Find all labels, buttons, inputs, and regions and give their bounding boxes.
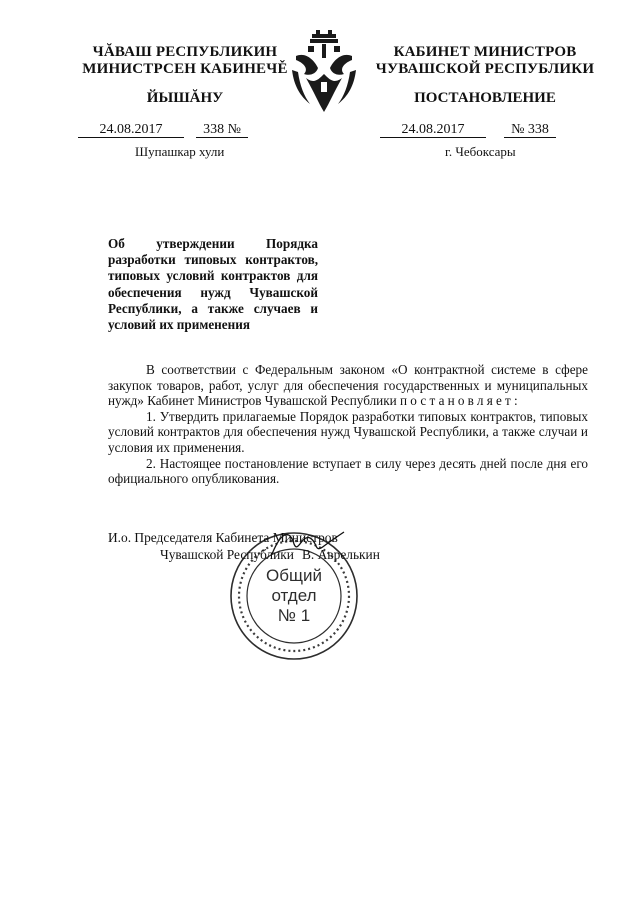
document-title: Об утверждении Порядка разработки типовых контрактов, типовых условий контрактов для обеспечения нужд Чувашской Республики, а также случаев и условий их применения — [108, 236, 318, 333]
stamp-text — [258, 566, 330, 626]
stamp-line1: Общий — [266, 566, 322, 585]
header-right — [375, 44, 595, 78]
paragraph-1-text: В соответствии с Федеральным законом «О контрактной системе в сфере закупок товаров, работ, услуг для обеспечения государственных и муниципальных нужд» Кабинет Министров Чувашской Республики — [108, 362, 588, 409]
reg-left-place: Шупашкар хули — [135, 144, 225, 159]
handwritten-signature-icon — [268, 524, 348, 564]
document-body — [108, 362, 588, 487]
coat-of-arms-icon — [288, 30, 360, 116]
doc-type-left: ЙЫШĂНУ — [146, 90, 224, 106]
header-right-line2: ЧУВАШСКОЙ РЕСПУБЛИКИ — [375, 61, 595, 77]
reg-right-place: г. Чебоксары — [445, 144, 516, 159]
doc-type-right: ПОСТАНОВЛЕНИЕ — [414, 90, 556, 106]
signature-line1: И.о. Председателя Кабинета Министров — [108, 530, 338, 545]
reg-left-date: 24.08.2017 — [78, 122, 184, 138]
header-left-line1: ЧĂВАШ РЕСПУБЛИКИН — [92, 44, 278, 60]
signature-name: В. Аврелькин — [302, 547, 380, 562]
paragraph-3: 2. Настоящее постановление вступает в силу через десять дней после дня его официального опубликования. — [108, 455, 588, 487]
reg-right-number: № 338 — [504, 122, 556, 138]
reg-right-date: 24.08.2017 — [380, 122, 486, 138]
reg-left-number: 338 № — [196, 122, 248, 138]
header-left-line2: МИНИСТРСЕН КАБИНЕЧĚ — [82, 61, 288, 77]
signature-line2: Чувашской Республики — [160, 547, 294, 562]
stamp-line3: № 1 — [277, 606, 311, 625]
header-right-line1: КАБИНЕТ МИНИСТРОВ — [393, 44, 577, 60]
header-left — [70, 44, 300, 78]
paragraph-2: 1. Утвердить прилагаемые Порядок разработки типовых контрактов, типовых условий контрактов для обеспечения нужд Чувашской Республики, а также случаи и условия их применения. — [108, 408, 588, 455]
stamp-line2: отдел — [271, 586, 317, 605]
paragraph-1-verb: постановляет: — [400, 393, 521, 409]
paragraph-1 — [108, 362, 588, 409]
